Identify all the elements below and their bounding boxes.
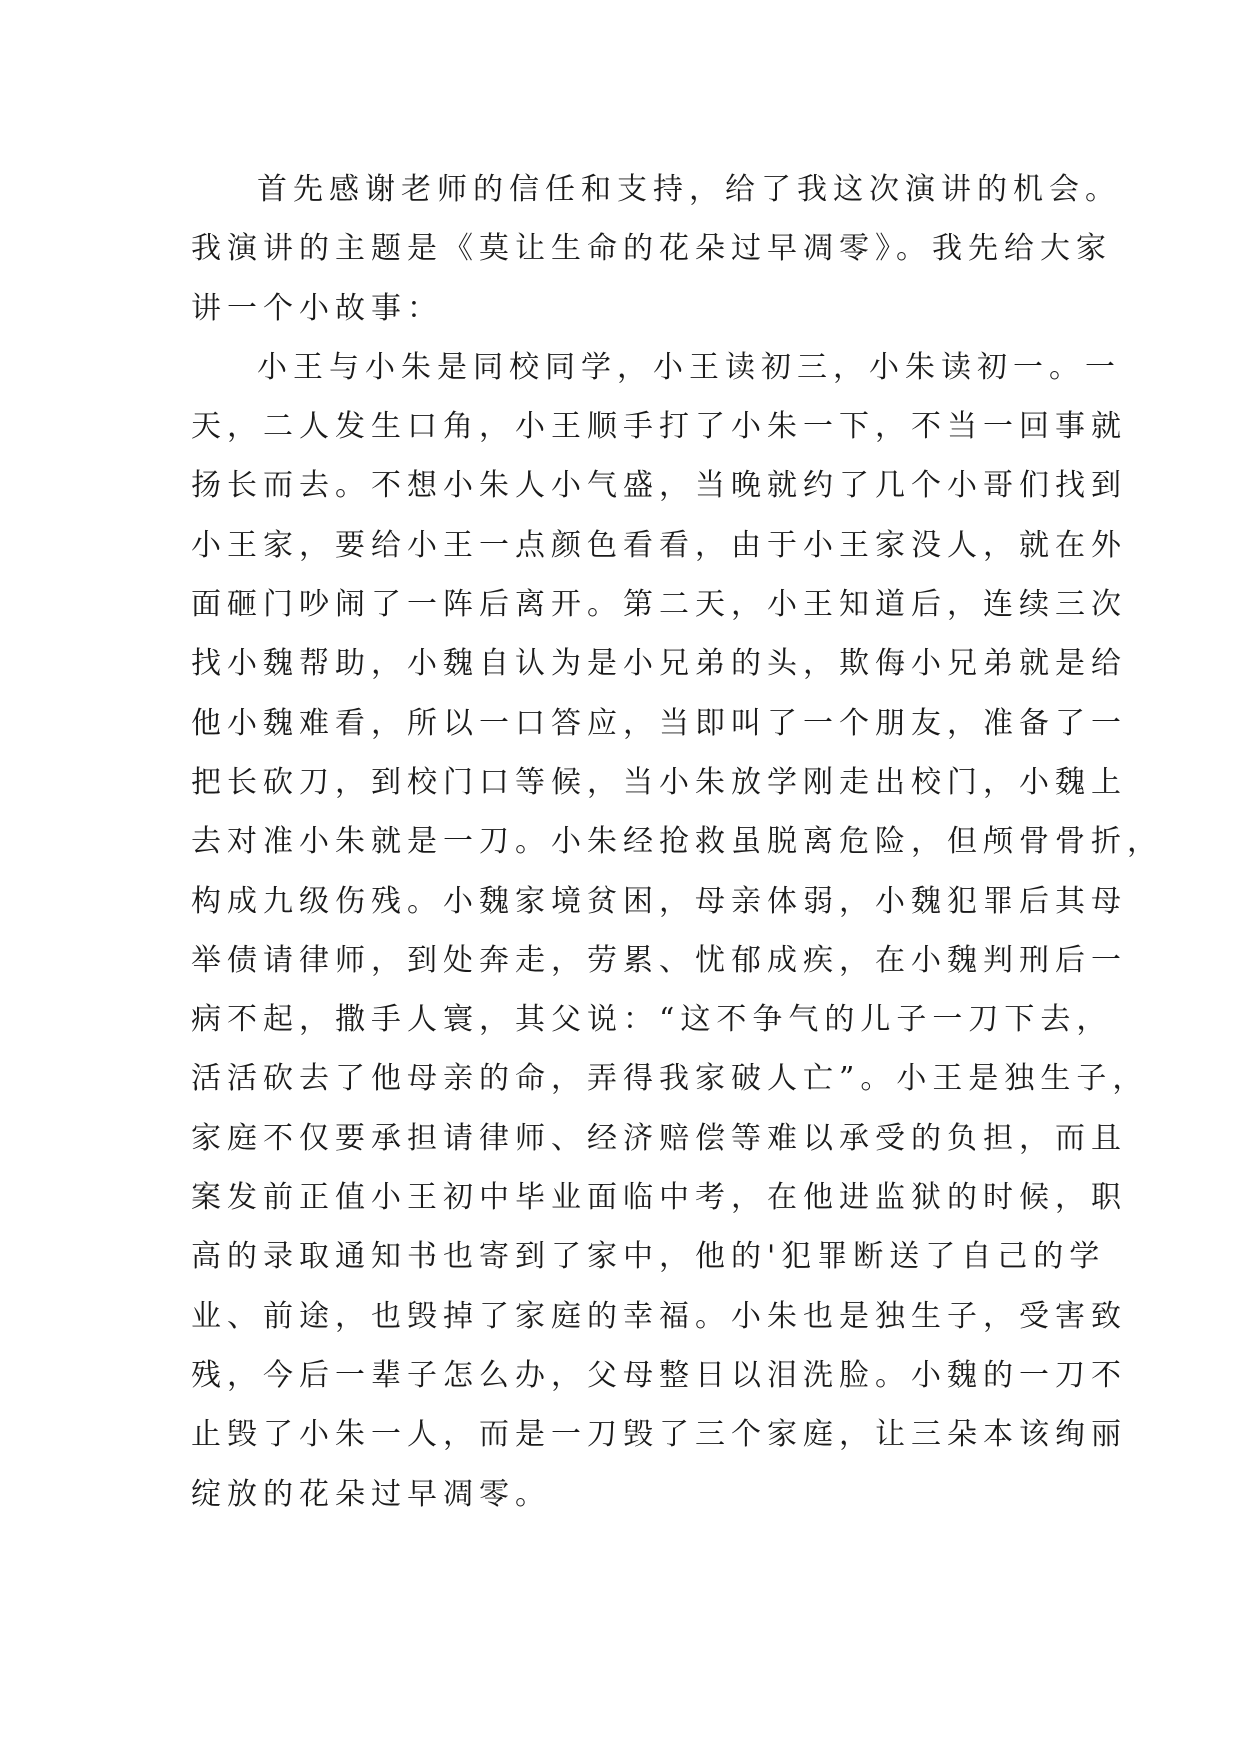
- paragraph-2-line-11: 举债请律师，到处奔走，劳累、忧郁成疾，在小魏判刑后一: [191, 942, 1127, 978]
- paragraph-2-line-1: 小王与小朱是同校同学，小王读初三，小朱读初一。一: [257, 349, 1121, 385]
- paragraph-2-line-6: 找小魏帮助，小魏自认为是小兄弟的头，欺侮小兄弟就是给: [191, 646, 1127, 682]
- paragraph-2-line-14: 家庭不仅要承担请律师、经济赔偿等难以承受的负担，而且: [191, 1120, 1127, 1156]
- body-text: [191, 160, 1163, 1524]
- paragraph-2-line-19: 止毁了小朱一人，而是一刀毁了三个家庭，让三朵本该绚丽: [191, 1417, 1127, 1453]
- paragraph-1-line-3: 讲一个小故事：: [191, 290, 443, 326]
- paragraph-2-line-10: 构成九级伤残。小魏家境贫困，母亲体弱，小魏犯罪后其母: [191, 883, 1127, 919]
- paragraph-2-line-7: 他小魏难看，所以一口答应，当即叫了一个朋友，准备了一: [191, 705, 1127, 741]
- paragraph-2-line-4: 小王家，要给小王一点颜色看看，由于小王家没人，就在外: [191, 527, 1127, 563]
- paragraph-2-line-9: 去对准小朱就是一刀。小朱经抢救虽脱离危险，但颅骨骨折，: [191, 824, 1163, 860]
- paragraph-2-line-16: 高的录取通知书也寄到了家中，他的'犯罪断送了自己的学: [191, 1239, 1106, 1275]
- paragraph-2-line-20: 绽放的花朵过早凋零。: [191, 1476, 551, 1512]
- paragraph-2-line-17: 业、前途，也毁掉了家庭的幸福。小朱也是独生子，受害致: [191, 1298, 1127, 1334]
- paragraph-2-line-15: 案发前正值小王初中毕业面临中考，在他进监狱的时候，职: [191, 1180, 1127, 1216]
- paragraph-2-line-18: 残，今后一辈子怎么办，父母整日以泪洗脸。小魏的一刀不: [191, 1357, 1127, 1393]
- paragraph-2-line-13: 活活砍去了他母亲的命，弄得我家破人亡”。小王是独生子，: [191, 1061, 1149, 1097]
- paragraph-2-line-3: 扬长而去。不想小朱人小气盛，当晚就约了几个小哥们找到: [191, 468, 1127, 504]
- paragraph-2-line-5: 面砸门吵闹了一阵后离开。第二天，小王知道后，连续三次: [191, 587, 1127, 623]
- paragraph-1-line-2: 我演讲的主题是《莫让生命的花朵过早凋零》。我先给大家: [191, 231, 1112, 267]
- paragraph-2-line-12: 病不起，撒手人寰，其父说：“这不争气的儿子一刀下去，: [191, 1002, 1113, 1038]
- paragraph-2-line-2: 天，二人发生口角，小王顺手打了小朱一下，不当一回事就: [191, 409, 1127, 445]
- paragraph-2-line-8: 把长砍刀，到校门口等候，当小朱放学刚走出校门，小魏上: [191, 764, 1127, 800]
- paragraph-1-line-1: 首先感谢老师的信任和支持，给了我这次演讲的机会。: [257, 172, 1121, 207]
